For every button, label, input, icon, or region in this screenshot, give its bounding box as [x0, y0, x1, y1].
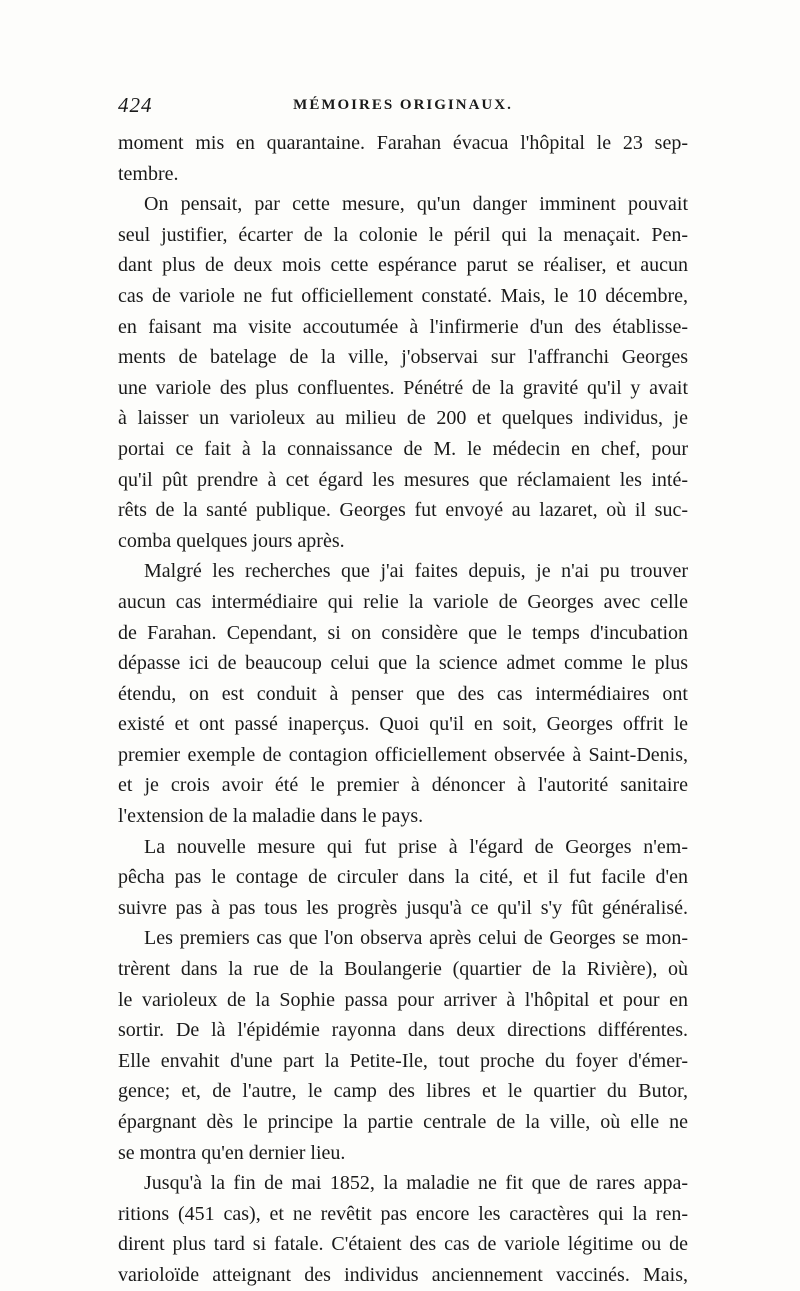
text-line: suivre pas à pas tous les progrès jusqu'à ce qu'il s'y fût généralisé.	[118, 896, 688, 919]
text-line: existé et ont passé inaperçus. Quoi qu'il en soit, Georges offrit le	[118, 713, 688, 736]
text-line: à laisser un varioleux au milieu de 200 et quelques individus, je	[118, 407, 688, 430]
text-line: seul justifier, écarter de la colonie le péril qui la menaçait. Pen-	[118, 223, 688, 246]
text-line: pêcha pas le contage de circuler dans la cité, et il fut facile d'en	[118, 866, 688, 889]
text-line: premier exemple de contagion officiellement observée à Saint-Denis,	[118, 743, 688, 766]
text-line: portai ce fait à la connaissance de M. le médecin en chef, pour	[118, 437, 688, 460]
text-line: gence; et, de l'autre, le camp des libres et le quartier du Butor,	[118, 1080, 688, 1103]
text-line: le varioleux de la Sophie passa pour arriver à l'hôpital et pour en	[118, 988, 688, 1011]
text-line: une variole des plus confluentes. Pénétré de la gravité qu'il y avait	[118, 376, 688, 399]
text-line: dirent plus tard si fatale. C'étaient des cas de variole légitime ou de	[118, 1233, 688, 1256]
text-line: et je crois avoir été le premier à dénoncer à l'autorité sanitaire	[118, 774, 688, 797]
text-line: se montra qu'en dernier lieu.	[118, 1141, 346, 1164]
running-head: MÉMOIRES ORIGINAUX.	[293, 97, 513, 113]
text-line: aucun cas intermédiaire qui relie la variole de Georges avec celle	[118, 590, 688, 613]
text-line: qu'il pût prendre à cet égard les mesures que réclamaient les inté-	[118, 468, 688, 491]
text-line: La nouvelle mesure qui fut prise à l'égard de Georges n'em-	[144, 835, 688, 858]
text-line: Jusqu'à la fin de mai 1852, la maladie ne fit que de rares appa-	[144, 1172, 688, 1195]
text-line: épargnant dès le principe la partie centrale de la ville, où elle ne	[118, 1111, 688, 1133]
text-line: ments de batelage de la ville, j'observai sur l'affranchi Georges	[118, 346, 688, 369]
text-line: dant plus de deux mois cette espérance parut se réaliser, et aucun	[118, 254, 688, 277]
text-line: tembre.	[118, 162, 179, 185]
text-line: cas de variole ne fut officiellement constaté. Mais, le 10 décembre,	[118, 284, 688, 307]
text-line: Malgré les recherches que j'ai faites depuis, je n'ai pu trouver	[144, 560, 688, 583]
text-line: moment mis en quarantaine. Farahan évacua l'hôpital le 23 sep-	[118, 132, 688, 154]
body-text	[118, 128, 688, 1291]
text-line: l'extension de la maladie dans le pays.	[118, 805, 424, 828]
text-line: Elle envahit d'une part la Petite-Ile, tout proche du foyer d'émer-	[118, 1049, 688, 1072]
text-line: en faisant ma visite accoutumée à l'infirmerie d'un des établisse-	[118, 315, 688, 338]
text-line: comba quelques jours après.	[118, 529, 345, 552]
text-line: varioloïde atteignant des individus anciennement vaccinés. Mais,	[118, 1263, 688, 1286]
text-line: sortir. De là l'épidémie rayonna dans deux directions différentes.	[118, 1019, 688, 1042]
text-line: On pensait, par cette mesure, qu'un danger imminent pouvait	[144, 193, 688, 216]
text-line: trèrent dans la rue de la Boulangerie (quartier de la Rivière), où	[118, 958, 688, 981]
page-header	[118, 93, 688, 123]
text-line: ritions (451 cas), et ne revêtit pas encore les caractères qui la ren-	[118, 1202, 688, 1225]
text-line: rêts de la santé publique. Georges fut envoyé au lazaret, où il suc-	[118, 499, 688, 522]
page-number: 424	[118, 93, 153, 117]
text-line: de Farahan. Cependant, si on considère que le temps d'incubation	[118, 621, 688, 644]
text-line: Les premiers cas que l'on observa après celui de Georges se mon-	[144, 927, 688, 950]
text-line: étendu, on est conduit à penser que des cas intermédiaires ont	[118, 682, 688, 705]
text-line: dépasse ici de beaucoup celui que la science admet comme le plus	[118, 652, 688, 675]
